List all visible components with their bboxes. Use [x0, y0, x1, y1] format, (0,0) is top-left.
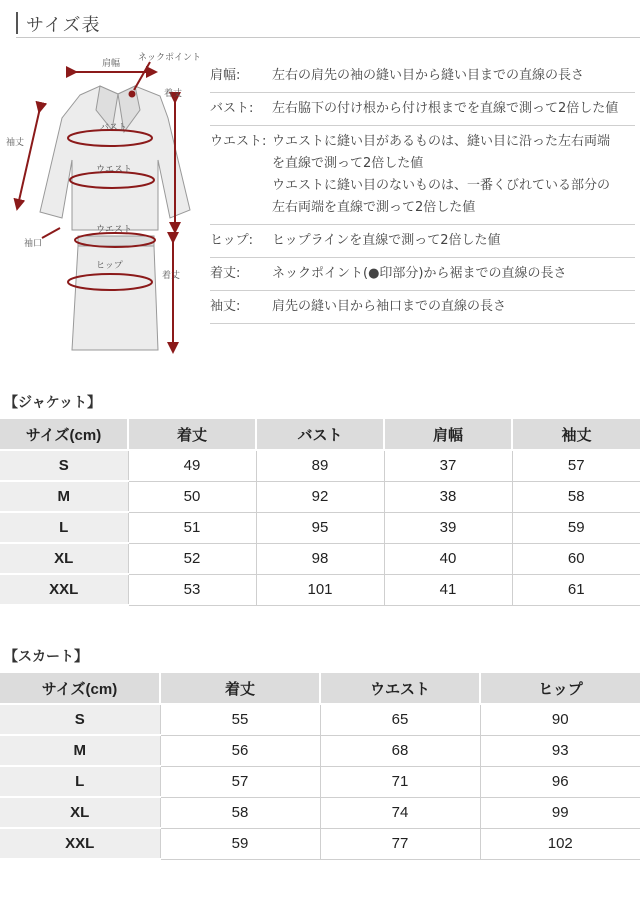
table-cell: 102 [480, 828, 640, 859]
definition-row [210, 225, 635, 258]
measurement-definitions [210, 60, 635, 324]
definition-line: ウエストに縫い目のないものは、一番くびれている部分の [272, 178, 611, 193]
table-row [0, 481, 640, 512]
table-cell: 93 [480, 735, 640, 766]
table-cell: 57 [512, 450, 640, 481]
size-label: XL [0, 543, 128, 574]
table-row [0, 543, 640, 574]
definition-row [210, 60, 635, 93]
table-cell: 101 [256, 574, 384, 605]
table-cell: 39 [384, 512, 512, 543]
table-row [0, 828, 640, 859]
table-cell: 60 [512, 543, 640, 574]
table-cell: 53 [128, 574, 256, 605]
definition-term: バスト: [210, 101, 254, 116]
table-cell: 65 [320, 704, 480, 735]
table-row [0, 766, 640, 797]
label-bust: バスト [100, 123, 128, 133]
definition-row [210, 126, 635, 225]
column-header: ウエスト [320, 673, 480, 704]
table-cell: 68 [320, 735, 480, 766]
table-cell: 77 [320, 828, 480, 859]
table-cell: 49 [128, 450, 256, 481]
definition-term: ヒップ: [210, 233, 253, 248]
skirt-size-table [0, 673, 640, 860]
table-row [0, 450, 640, 481]
table-cell: 59 [160, 828, 320, 859]
table-row [0, 735, 640, 766]
table-cell: 95 [256, 512, 384, 543]
neck-leader [134, 62, 150, 90]
table-cell: 58 [160, 797, 320, 828]
size-label: L [0, 766, 160, 797]
table-cell: 61 [512, 574, 640, 605]
table-cell: 98 [256, 543, 384, 574]
page-title: サイズ表 [26, 15, 101, 36]
label-waist-skirt: ウエスト [96, 225, 133, 235]
label-sleeve: 袖丈 [6, 138, 25, 148]
neck-point-marker [129, 91, 136, 98]
measurement-diagram [0, 40, 205, 360]
skirt-section-title: 【スカート】 [4, 649, 88, 665]
definition-text-block [272, 131, 635, 219]
label-waist-top: ウエスト [96, 165, 133, 175]
definition-row [210, 93, 635, 126]
column-header: サイズ(cm) [0, 419, 128, 450]
table-cell: 89 [256, 450, 384, 481]
table-cell: 71 [320, 766, 480, 797]
table-header-row [0, 673, 640, 704]
table-cell: 90 [480, 704, 640, 735]
size-label: L [0, 512, 128, 543]
title-accent-bar [16, 12, 18, 34]
table-cell: 41 [384, 574, 512, 605]
definition-line: 左右両端を直線で測って2倍した値 [272, 200, 476, 215]
table-cell: 37 [384, 450, 512, 481]
label-neck-point: ネックポイント [138, 53, 202, 63]
column-header: ヒップ [480, 673, 640, 704]
size-label: XXL [0, 828, 160, 859]
table-cell: 38 [384, 481, 512, 512]
table-row [0, 797, 640, 828]
label-length-top: 着丈 [164, 89, 183, 99]
table-row [0, 704, 640, 735]
definition-text: 左右脇下の付け根から付け根までを直線で測って2倍した値 [272, 101, 619, 116]
table-cell: 52 [128, 543, 256, 574]
table-cell: 57 [160, 766, 320, 797]
column-header: バスト [256, 419, 384, 450]
label-shoulder: 肩幅 [102, 59, 121, 69]
size-label: M [0, 481, 128, 512]
title-divider [16, 37, 640, 38]
jacket-section-title: 【ジャケット】 [4, 395, 102, 411]
definition-term: 袖丈: [210, 299, 241, 314]
label-cuff: 袖口 [24, 239, 43, 249]
size-label: XXL [0, 574, 128, 605]
definition-row [210, 258, 635, 291]
column-header: 着丈 [128, 419, 256, 450]
sleeve-arrow [18, 108, 40, 205]
cuff-arrow [42, 228, 60, 238]
table-cell: 59 [512, 512, 640, 543]
size-label: S [0, 704, 160, 735]
table-cell: 96 [480, 766, 640, 797]
jacket-size-table [0, 419, 640, 606]
table-cell: 51 [128, 512, 256, 543]
column-header: 着丈 [160, 673, 320, 704]
column-header: サイズ(cm) [0, 673, 160, 704]
definition-text: 肩先の縫い目から袖口までの直線の長さ [272, 299, 507, 314]
size-label: S [0, 450, 128, 481]
column-header: 肩幅 [384, 419, 512, 450]
table-cell: 56 [160, 735, 320, 766]
size-label: XL [0, 797, 160, 828]
definition-text: ヒップラインを直線で測って2倍した値 [272, 233, 501, 248]
table-cell: 40 [384, 543, 512, 574]
table-cell: 99 [480, 797, 640, 828]
definition-line: ウエストに縫い目があるものは、縫い目に沿った左右両端 [272, 134, 611, 149]
definition-term: 肩幅: [210, 68, 241, 83]
table-cell: 50 [128, 481, 256, 512]
table-cell: 55 [160, 704, 320, 735]
definition-text: ネックポイント(●印部分)から裾までの直線の長さ [272, 266, 567, 281]
table-cell: 58 [512, 481, 640, 512]
column-header: 袖丈 [512, 419, 640, 450]
page-header [16, 8, 640, 38]
label-length-skirt: 着丈 [162, 271, 181, 281]
table-cell: 92 [256, 481, 384, 512]
definition-row [210, 291, 635, 324]
table-row [0, 574, 640, 605]
table-header-row [0, 419, 640, 450]
definition-term: ウエスト: [210, 134, 267, 149]
table-row [0, 512, 640, 543]
definition-term: 着丈: [210, 266, 241, 281]
size-label: M [0, 735, 160, 766]
table-cell: 74 [320, 797, 480, 828]
label-hip: ヒップ [96, 261, 123, 271]
definition-line: を直線で測って2倍した値 [272, 156, 424, 171]
definition-text: 左右の肩先の袖の縫い目から縫い目までの直線の長さ [272, 68, 585, 83]
